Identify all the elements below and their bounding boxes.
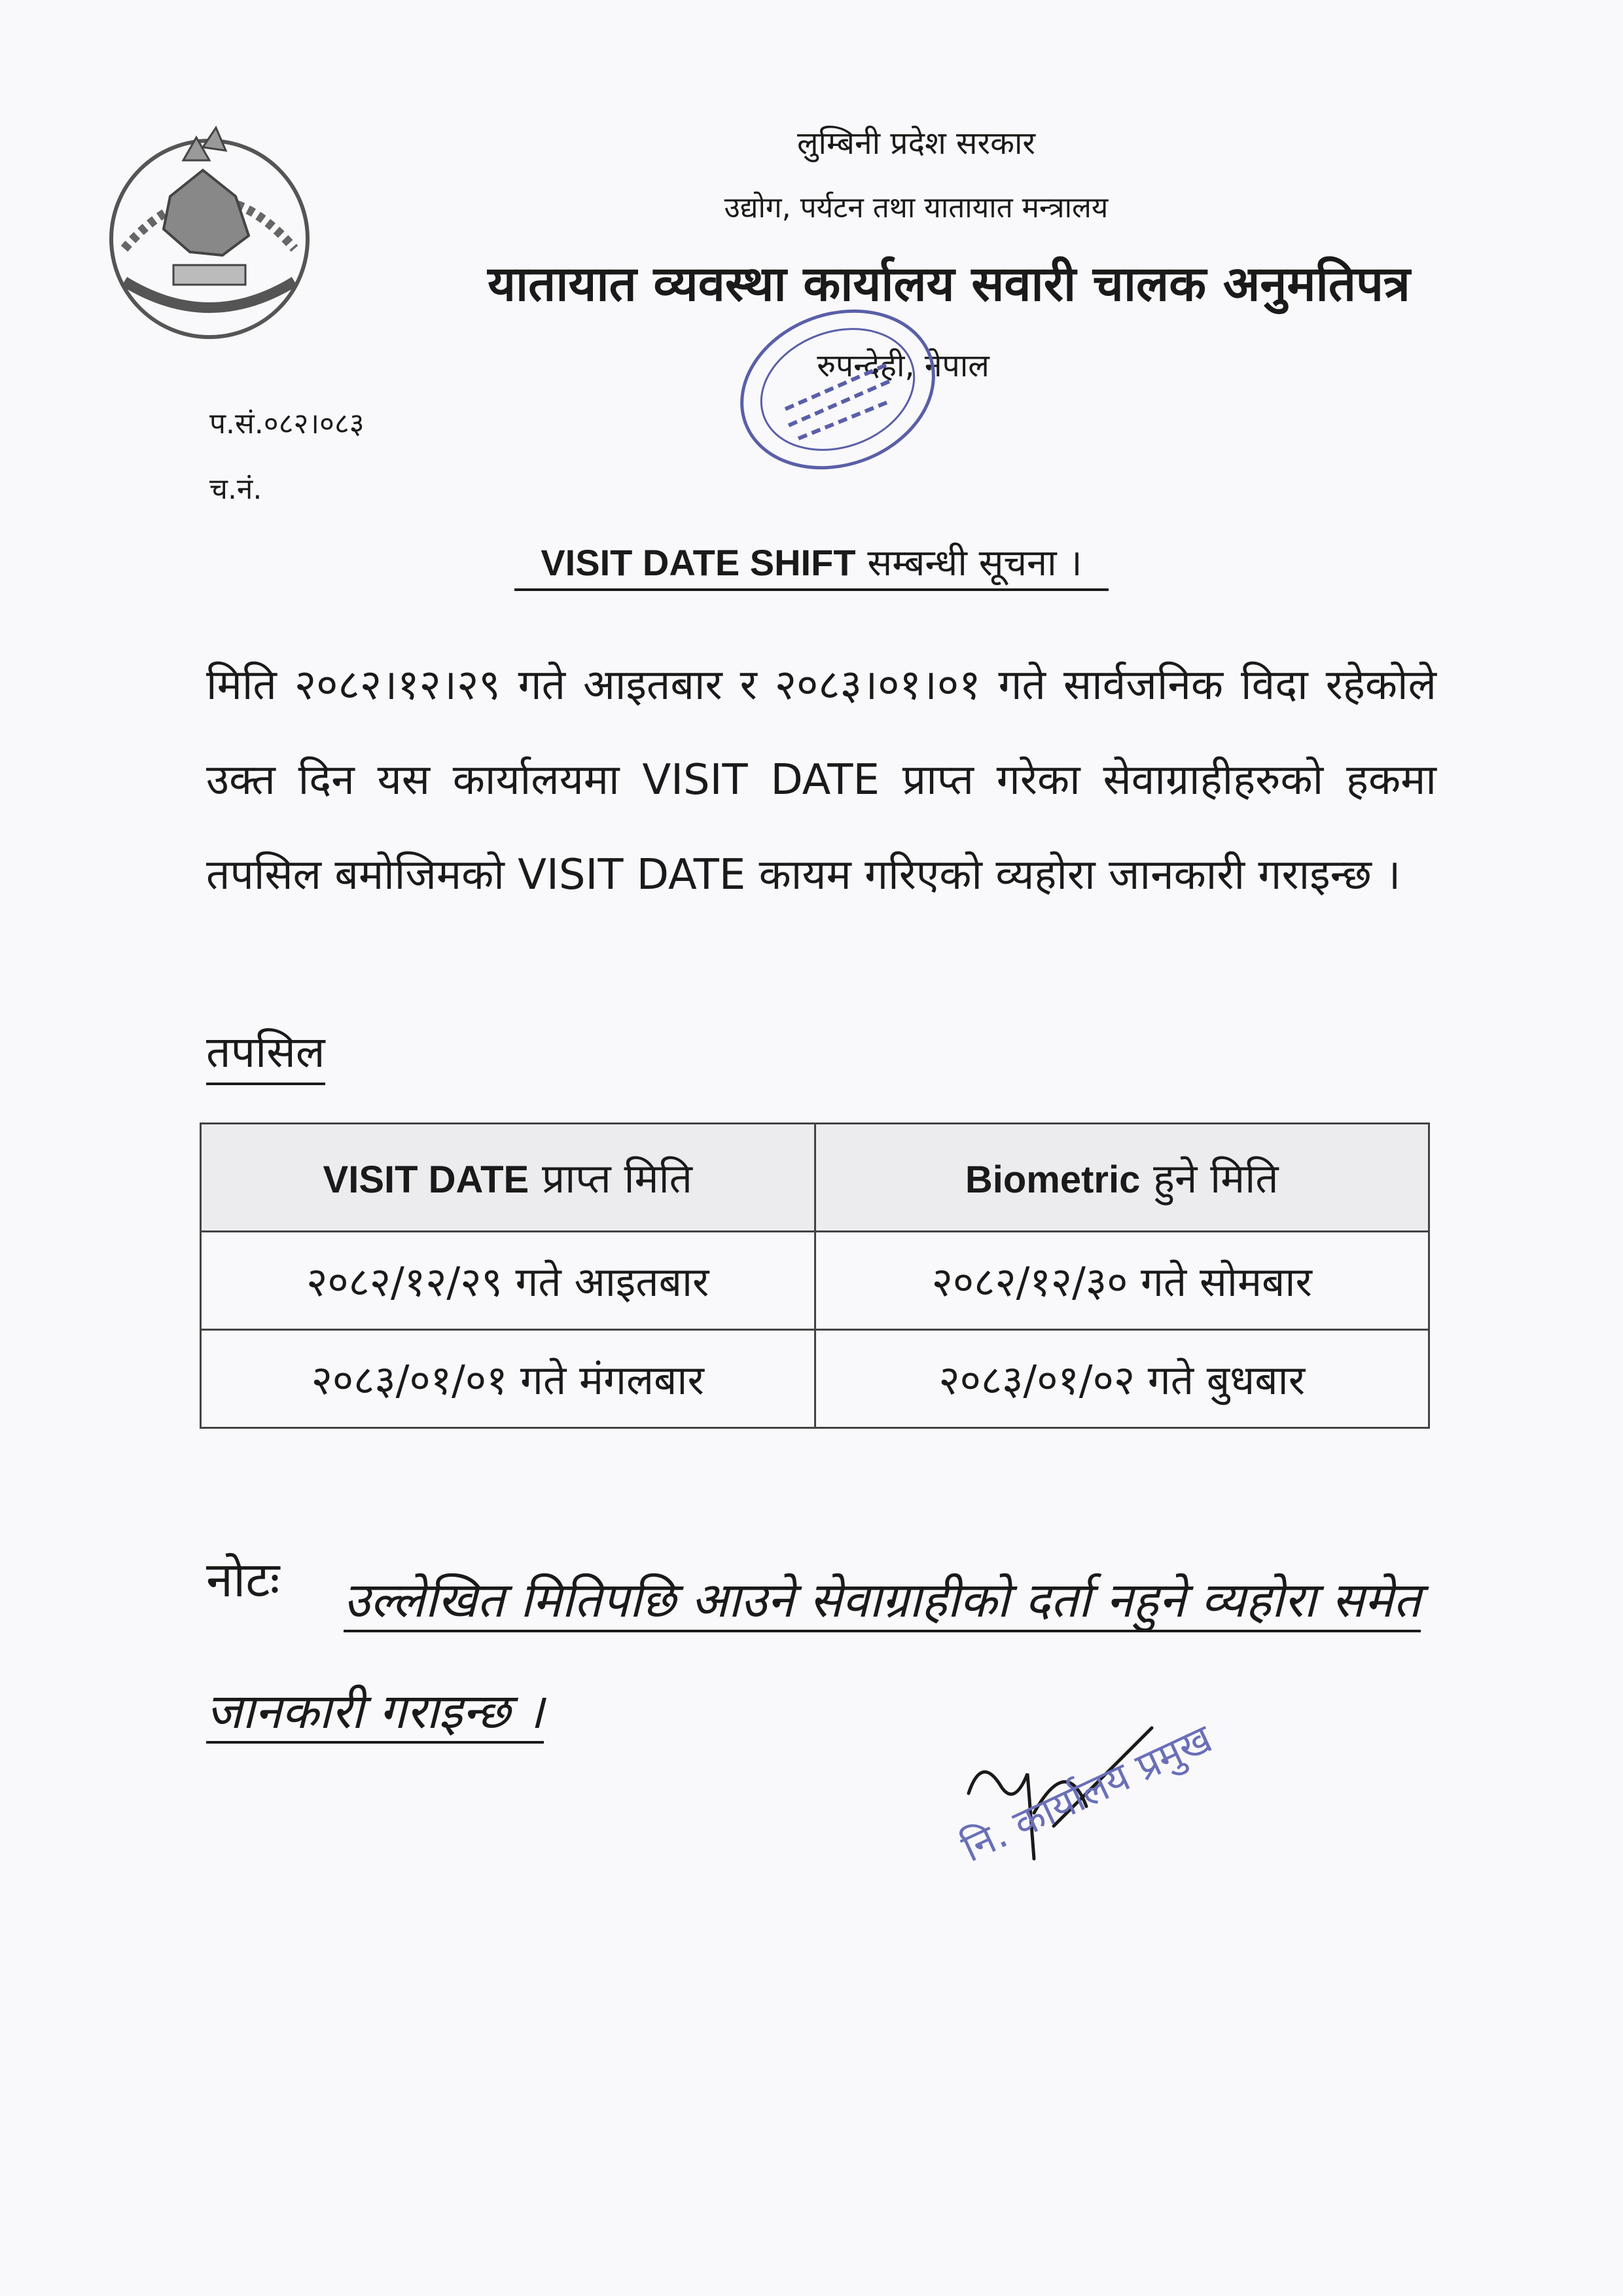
table-row xyxy=(201,1330,1429,1428)
table-row xyxy=(201,1232,1429,1330)
note-text-content: उल्लेखित मितिपछि आउने सेवाग्राहीको दर्ता नहुने व्यहोरा समेत जानकारी गराइन्छ । xyxy=(206,1572,1421,1744)
notice-title-nepali: सम्बन्धी सूचना । xyxy=(867,542,1082,584)
dispatch-number: च.नं. xyxy=(209,473,262,506)
column-header: Biometric हुने मिति xyxy=(815,1124,1429,1232)
office-name: यातायात व्यवस्था कार्यालय सवारी चालक अनुमतिपत्र xyxy=(488,256,1410,312)
table-cell: २०८३/०१/०२ गते बुधबार xyxy=(815,1330,1429,1428)
province-name: लुम्बिनी प्रदेश सरकार xyxy=(796,125,1036,162)
column-header: VISIT DATE प्राप्त मिति xyxy=(201,1124,815,1232)
notice-title-english: VISIT DATE SHIFT xyxy=(541,542,856,583)
office-stamp-icon xyxy=(726,298,949,481)
reference-number: प.सं.०८२।०८३ xyxy=(209,407,365,440)
table-header-row xyxy=(201,1124,1429,1232)
note-text xyxy=(206,1545,1443,1767)
notice-body: मिति २०८२।१२।२९ गते आइतबार र २०८३।०१।०१ गते सार्वजनिक विदा रहेकोले उक्त दिन यस कार्यालयमा VISIT DATE प्राप्त गरेका सेवाग्राहीहरुको हकमा तपसिल बमोजिमको VISIT DATE कायम गरिएको व्यहोरा जानकारी गराइन्छ । xyxy=(206,661,1436,899)
schedule-heading: तपसिल xyxy=(206,1021,325,1085)
table-cell: २०८२/१२/३० गते सोमबार xyxy=(815,1232,1429,1330)
table-cell: २०८२/१२/२९ गते आइतबार xyxy=(201,1232,815,1330)
note-label: नोटः xyxy=(206,1552,280,1608)
notice-title xyxy=(0,537,1623,586)
schedule-table xyxy=(200,1122,1430,1429)
signatory-role: नि. कार्यालय प्रमुख xyxy=(955,1715,1219,1872)
ministry-name: उद्योग, पर्यटन तथा यातायात मन्त्रालय xyxy=(724,191,1109,224)
table-cell: २०८३/०१/०१ गते मंगलबार xyxy=(201,1330,815,1428)
office-location: रुपन्देही, नेपाल xyxy=(817,348,990,384)
